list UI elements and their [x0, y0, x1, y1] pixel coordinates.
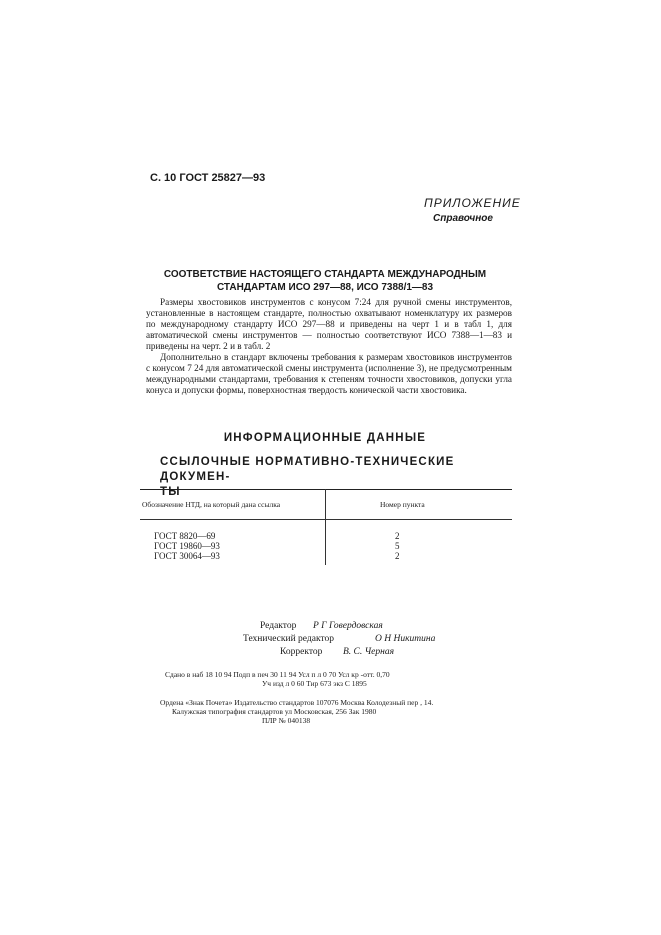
table-cell-doc: ГОСТ 8820—69 — [154, 531, 216, 541]
table-cell-item: 5 — [395, 541, 400, 551]
body-paragraph: Дополнительно в стандарт включены требования к размерам хвостовиков инструментов с конусом 7 24 для автоматической смены инструмента (исполнение 3), не предусмотренным международными стандартами, требования к степеням точности хвостовиков, допуски угла конуса и допуски формы, поверхностная твердость конической части хвостовика. — [146, 352, 512, 395]
pubinfo-line-2: Уч изд л 0 60 Тир 673 экз С 1895 — [262, 679, 367, 688]
corrector-label: Корректор — [280, 647, 323, 657]
table-cell-doc: ГОСТ 30064—93 — [154, 551, 220, 561]
refs-title-line-1: ССЫЛОЧНЫЕ НОРМАТИВНО-ТЕХНИЧЕСКИЕ ДОКУМЕН- — [160, 456, 455, 483]
credits — [150, 620, 500, 659]
credit-corrector — [150, 646, 500, 659]
credit-tech-editor — [150, 633, 500, 646]
table-rule-top — [140, 489, 512, 490]
section-title-line-1: СООТВЕТСТВИЕ НАСТОЯЩЕГО СТАНДАРТА МЕЖДУНАРОДНЫМ — [163, 269, 487, 280]
editor-label: Редактор — [260, 621, 297, 631]
table-cell-item: 2 — [395, 531, 400, 541]
corrector-name: В. С. Черная — [343, 647, 395, 657]
body-paragraph: Размеры хвостовиков инструментов с конусом 7:24 для ручной смены инструментов, установленные в настоящем стандарте, полностью охватывают номенклатуру их размеров по международному стандарту ИСО 297—88 и приведены на черт 1 и в табл 1, для автоматической смены инструментов — полностью соответствуют ИСО 7388—1—83 и приведены на черт. 2 и в табл. 2 — [146, 297, 512, 351]
section-title-line-2: СТАНДАРТАМ ИСО 297—88, ИСО 7388/1—83 — [216, 282, 434, 293]
printinfo-line-3: ПЛР № 040138 — [262, 716, 311, 725]
appendix-subtitle: Справочное — [433, 213, 493, 224]
section-title — [150, 268, 500, 294]
table-cell-doc: ГОСТ 19860—93 — [154, 541, 220, 551]
table-header-item: Номер пункта — [380, 500, 425, 509]
table-rule-column — [325, 489, 326, 565]
appendix-title: ПРИЛОЖЕНИЕ — [424, 196, 521, 210]
tech-editor-name: О Н Никитина — [375, 634, 436, 644]
table-rule-header — [140, 519, 512, 520]
printinfo-line-2: Калужская типография стандартов ул Московская, 256 Зак 1980 — [172, 707, 377, 716]
publication-info — [165, 670, 505, 688]
page-header: С. 10 ГОСТ 25827—93 — [150, 172, 266, 184]
refs-title-line-2: ТЫ — [160, 486, 181, 498]
printinfo-line-1: Ордена «Знак Почета» Издательство стандартов 107076 Москва Колодезный пер , 14. — [160, 698, 434, 707]
credit-editor — [150, 620, 500, 633]
table-header-doc: Обозначение НТД, на который дана ссылка — [142, 500, 281, 509]
tech-editor-label: Технический редактор — [243, 634, 334, 644]
reference-table — [140, 489, 512, 567]
info-title: ИНФОРМАЦИОННЫЕ ДАННЫЕ — [223, 432, 427, 444]
table-cell-item: 2 — [395, 551, 400, 561]
print-info — [160, 698, 510, 725]
pubinfo-line-1: Сдано в наб 18 10 94 Подп в печ 30 11 94 Усл п л 0 70 Усл кр -отт. 0,70 — [165, 670, 390, 679]
editor-name: Р Г Говердовская — [313, 621, 383, 631]
body-text — [146, 297, 512, 396]
